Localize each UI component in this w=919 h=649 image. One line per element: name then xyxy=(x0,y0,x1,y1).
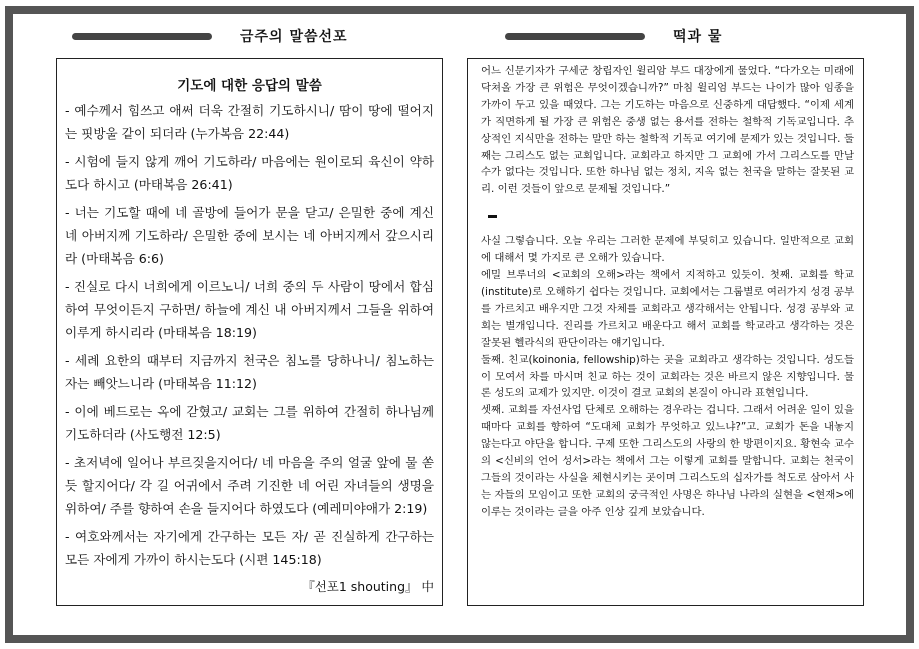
verse-item: - 세례 요한의 때부터 지금까지 천국은 침노를 당하나니/ 침노하는 자는 빼앗느니라 (마태복음 11:12) xyxy=(65,352,434,391)
article-paragraph-1: 어느 신문기자가 구세군 창립자인 윌리암 부드 대장에게 물었다. “다가오는 미래에 닥쳐올 가장 큰 위험은 무엇이겠습니까?” 마침 윌리엄 부드는 나이가 많아 임종을 가까이 두고 있을 때였다. 그는 기도하는 마음으로 신중하게 대답했다. “이제 세계가 직면하게 될 가장 큰 위험은 중생 없는 용서를 전하는 철학적 기독교입니다. 추상적인 지식만을 전하는 말만 하는 철학적 기독교 여기에 문제가 있는 것입니다. 둘째는 그리스도 없는 교회입니다. 교회라고 하지만 그 교회에 가서 그리스도를 만날 수가 없다는 것입니다. 또한 하나님 없는 정치, 지옥 없는 천국을 말하는 잘못된 교리. 이런 것들이 앞으로 문제될 것입니다.” xyxy=(481,65,854,196)
header-bar-decoration xyxy=(505,33,645,40)
scripture-box-title: 기도에 대한 응답의 말씀 xyxy=(177,78,322,94)
section-divider-mark xyxy=(488,215,497,218)
scripture-box xyxy=(56,58,443,606)
article-paragraph-3: 에밀 브루너의 <교회의 오해>라는 책에서 지적하고 있듯이. 첫째. 교회를 학교(institute)로 오해하기 쉽다는 것입니다. 교회에서는 그룹별로 여러가지 성경 공부를 가르치고 배우지만 그것 자체를 교회라고 생각해서는 안됩니다. 성경 공부와 교회는 별개입니다. 진리를 가르치고 배운다고 해서 교회를 학교라고 생각하는 것은 잘못된 헬라식의 판단이라는 얘기입니다. xyxy=(481,269,854,349)
verse-item: - 여호와께서는 자기에게 간구하는 모든 자/ 곧 진실하게 간구하는 모든 자에게 가까이 하시는도다 (시편 145:18) xyxy=(65,529,434,567)
column-box xyxy=(467,58,864,606)
right-header-title: 떡과 물 xyxy=(673,29,723,45)
article-paragraph-5: 셋째. 교회를 자선사업 단체로 오해하는 경우라는 겁니다. 그래서 어려운 일이 있을 때마다 교회를 향하여 “도대체 교회가 무엇하고 있느냐?”고. 교회가 돈을 내놓지 않는다고 야단을 합니다. 구제 또한 그리스도의 사랑의 한 방편이지요. 황현숙 교수의 <신비의 언어 성서>라는 책에서 그는 이렇게 교회를 말합니다. 교회는 천국이 그들의 것이라는 사실을 체현시키는 곳이며 그리스도의 십자가를 척도로 삼아서 사는 자들의 모임이고 또한 교회의 궁극적인 사명은 하나님 나라의 실현을 <현재>에 이루는 것이라는 글을 아주 인상 깊게 보았습니다. xyxy=(481,404,854,518)
verse-item: - 예수께서 힘쓰고 애써 더욱 간절히 기도하시니/ 땀이 땅에 떨어지는 핏방울 같이 되더라 (누가복음 22:44) xyxy=(65,103,434,141)
verse-item: - 너는 기도할 때에 네 골방에 들어가 문을 닫고/ 은밀한 중에 계신 네 아버지께 기도하라/ 은밀한 중에 보시는 네 아버지께서 갚으시리라 (마태복음 6:6) xyxy=(65,205,434,266)
left-header-title: 금주의 말씀선포 xyxy=(240,29,348,45)
article-paragraph-4: 둘째. 친교(koinonia, fellowship)하는 곳을 교회라고 생각하는 것입니다. 성도들이 모여서 차를 마시며 친교 하는 것이 교회라는 것은 바르지 않은 지향입니다. 물론 성도의 교제가 있지만. 이것이 결코 교회의 본질이 아니라 표현입니다. xyxy=(481,353,854,400)
right-column-header xyxy=(505,26,722,46)
verse-item: - 초저녁에 일어나 부르짖을지어다/ 네 마음을 주의 얼굴 앞에 물 쏟듯 할지어다/ 각 길 어귀에서 주려 기진한 네 어린 자녀들의 생명을 위하여/ 주를 향하여 손을 들지어다 하였도다 (예레미야애가 2:19) xyxy=(65,455,434,516)
verse-item: - 시험에 들지 않게 깨어 기도하라/ 마음에는 원이로되 육신이 약하도다 하시고 (마태복음 26:41) xyxy=(65,154,434,192)
left-column-header xyxy=(72,26,348,46)
verse-item: - 이에 베드로는 옥에 갇혔고/ 교회는 그를 위하여 간절히 하나님께 기도하더라 (사도행전 12:5) xyxy=(65,404,434,442)
source-citation: 『선포1 shouting』 中 xyxy=(302,579,434,595)
verse-item: - 진실로 다시 너희에게 이르노니/ 너희 중의 두 사람이 땅에서 합심하여 무엇이든지 구하면/ 하늘에 계신 내 아버지께서 그들을 위하여 이루게 하시리라 (마태복음 18:19) xyxy=(65,279,434,340)
header-bar-decoration xyxy=(72,33,212,40)
article-paragraph-2: 사실 그렇습니다. 오늘 우리는 그러한 문제에 부딪히고 있습니다. 일반적으로 교회에 대해서 몇 가지로 큰 오해가 있습니다. xyxy=(481,235,854,265)
